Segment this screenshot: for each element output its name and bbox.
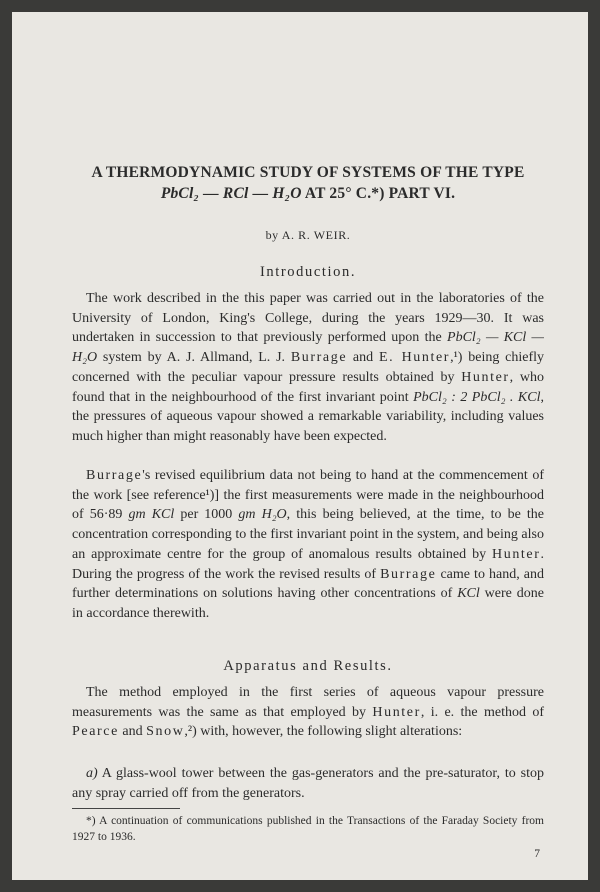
author-name: Pearce xyxy=(72,724,119,740)
title-line-2-rest: AT 25° C.*) PART VI. xyxy=(301,185,456,202)
author-byline: by A. R. WEIR. xyxy=(265,228,351,242)
text: A glass-wool tower between the gas-generators and the pre-saturator, to stop any spray carried off from the generators. xyxy=(72,766,544,801)
intro-paragraph-1 xyxy=(72,289,544,447)
text: per 1000 xyxy=(174,507,239,523)
formula: gm KCl xyxy=(128,507,175,523)
author-name: Burrage xyxy=(290,350,348,366)
footnote: *) A continuation of communications published in the Transactions of the Faraday Society from 1927 to 1936. xyxy=(72,815,544,843)
text: , who found that in the neighbourhood of the first invariant point xyxy=(72,369,544,405)
text: The method employed in the first series of aqueous vapour pressure measurements was the same as that employed by xyxy=(72,685,544,720)
text: ,¹) being chiefly concerned with the peculiar vapour pressure results obtained by xyxy=(72,350,544,385)
text: The work described in the this paper was carried out in the laboratories of the University of London, King's College, during the years 1929—30. It was undertaken in succession to that previously performed upon the xyxy=(72,291,544,346)
text: ,²) with, however, the following slight alterations: xyxy=(184,724,463,740)
text: were done in accordance therewith. xyxy=(72,586,544,621)
text: . During the progress of the work the revised results of xyxy=(72,546,544,582)
footnote-divider xyxy=(72,808,180,809)
formula: gm H₂O xyxy=(238,507,287,523)
section-heading-apparatus: Apparatus and Results. xyxy=(223,658,393,674)
author-name: E. Hunter xyxy=(378,350,451,366)
page-number: 7 xyxy=(534,848,540,860)
text: and xyxy=(118,724,147,740)
author-name: Hunter xyxy=(372,704,421,720)
title-formula: PbCl₂ — RCl — H₂O xyxy=(160,185,302,202)
list-marker: a) xyxy=(86,766,98,781)
text: , the pressures of aqueous vapour showed a remarkable variability, including values much higher than might reasonably have been expected. xyxy=(72,389,544,444)
title-line-1: A THERMODYNAMIC STUDY OF SYSTEMS OF THE TYPE xyxy=(91,164,525,181)
text: , i. e. the method of xyxy=(420,704,544,720)
formula: KCl xyxy=(457,586,480,602)
section-heading-introduction: Introduction. xyxy=(259,264,357,280)
intro-paragraph-2 xyxy=(72,466,544,624)
title-line-2 xyxy=(72,183,544,204)
text: system by A. J. Allmand, L. J. xyxy=(97,350,291,366)
paper-title xyxy=(72,162,544,204)
text: and xyxy=(347,350,379,366)
author-name: Burrage xyxy=(86,468,143,483)
page xyxy=(12,12,588,880)
apparatus-paragraph-2 xyxy=(72,764,544,803)
author-name: Hunter xyxy=(492,546,541,562)
text: 's revised equilibrium data not being to hand at the commencement of the work [see reference¹)] the first measurements were made in the neighbourhood of 56·89 xyxy=(72,468,544,523)
author-name: Snow xyxy=(146,724,185,740)
author-name: Hunter xyxy=(461,369,510,385)
formula: PbCl₂ : 2 PbCl₂ . KCl xyxy=(413,389,541,405)
apparatus-paragraph-1 xyxy=(72,683,544,742)
author-name: Burrage xyxy=(380,566,437,582)
text: came to hand, and further determinations on solutions having other concentrations of xyxy=(72,566,545,602)
text: , this being believed, at the time, to be the concentration corresponding to the first invariant point in the system, and being also an approximate centre for the group of anomalous results obtained by xyxy=(72,507,544,562)
formula: PbCl₂ — KCl — H₂O xyxy=(72,330,545,366)
